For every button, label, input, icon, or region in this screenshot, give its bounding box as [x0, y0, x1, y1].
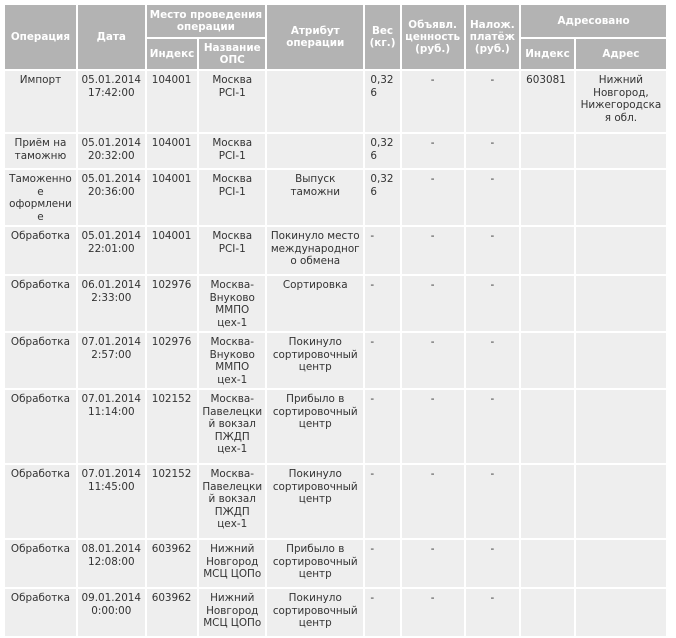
- cell-date: 05.01.2014 20:32:00: [78, 134, 145, 168]
- tracking-table: [3, 3, 668, 638]
- cell-value: -: [402, 589, 464, 636]
- cell-address: [576, 170, 666, 225]
- header-cod: Налож. платёж (руб.): [466, 5, 520, 69]
- table-row: [5, 170, 666, 225]
- cell-attribute: Прибыло в сортировочный центр: [267, 540, 363, 587]
- cell-index: 603962: [147, 540, 198, 587]
- cell-operation: Обработка: [5, 390, 76, 463]
- cell-cod: -: [466, 276, 520, 331]
- cell-date: 05.01.2014 22:01:00: [78, 227, 145, 274]
- cell-place: Москва PCI-1: [199, 134, 265, 168]
- table-row: [5, 134, 666, 168]
- cell-index: 603962: [147, 589, 198, 636]
- cell-addr-index: [521, 589, 574, 636]
- header-place-name: Название ОПС: [199, 39, 265, 69]
- cell-addr-index: 603081: [521, 71, 574, 132]
- table-row: [5, 71, 666, 132]
- cell-operation: Обработка: [5, 589, 76, 636]
- table-row: [5, 227, 666, 274]
- cell-operation: Таможенное оформление: [5, 170, 76, 225]
- cell-attribute: Прибыло в сортировочный центр: [267, 390, 363, 463]
- header-date: Дата: [78, 5, 145, 69]
- cell-cod: -: [466, 390, 520, 463]
- cell-index: 104001: [147, 134, 198, 168]
- cell-cod: -: [466, 589, 520, 636]
- header-attribute: Атрибут операции: [267, 5, 363, 69]
- cell-address: [576, 589, 666, 636]
- cell-addr-index: [521, 170, 574, 225]
- cell-place: Москва PCI-1: [199, 227, 265, 274]
- table-row: [5, 333, 666, 388]
- cell-date: 08.01.2014 12:08:00: [78, 540, 145, 587]
- cell-address: [576, 390, 666, 463]
- cell-index: 104001: [147, 227, 198, 274]
- cell-addr-index: [521, 540, 574, 587]
- cell-weight: -: [365, 465, 399, 538]
- header-addressed: Адресовано: [521, 5, 666, 37]
- cell-weight: -: [365, 589, 399, 636]
- cell-value: -: [402, 390, 464, 463]
- cell-attribute: Выпуск таможни: [267, 170, 363, 225]
- cell-attribute: Покинуло сортировочный центр: [267, 589, 363, 636]
- table-row: [5, 589, 666, 636]
- cell-attribute: [267, 134, 363, 168]
- cell-place: Москва-Внуково ММПО цех-1: [199, 333, 265, 388]
- cell-attribute: Покинуло сортировочный центр: [267, 465, 363, 538]
- cell-operation: Обработка: [5, 465, 76, 538]
- cell-attribute: Покинуло сортировочный центр: [267, 333, 363, 388]
- cell-cod: -: [466, 227, 520, 274]
- cell-index: 104001: [147, 170, 198, 225]
- cell-place: Москва-Павелецкий вокзал ПЖДП цех-1: [199, 390, 265, 463]
- header-addr-index: Индекс: [521, 39, 574, 69]
- cell-operation: Обработка: [5, 540, 76, 587]
- cell-address: [576, 465, 666, 538]
- cell-address: [576, 276, 666, 331]
- cell-operation: Обработка: [5, 227, 76, 274]
- cell-place: Нижний Новгород МСЦ ЦОПо: [199, 540, 265, 587]
- cell-cod: -: [466, 170, 520, 225]
- cell-address: Нижний Новгород, Нижегородская обл.: [576, 71, 666, 132]
- cell-weight: 0,326: [365, 71, 399, 132]
- cell-value: -: [402, 71, 464, 132]
- cell-value: -: [402, 276, 464, 331]
- cell-attribute: [267, 71, 363, 132]
- cell-date: 09.01.2014 0:00:00: [78, 589, 145, 636]
- header-declared-value: Объявл. ценность (руб.): [402, 5, 464, 69]
- cell-addr-index: [521, 134, 574, 168]
- cell-date: 07.01.2014 11:45:00: [78, 465, 145, 538]
- table-row: [5, 465, 666, 538]
- cell-value: -: [402, 134, 464, 168]
- cell-weight: 0,326: [365, 170, 399, 225]
- cell-attribute: Сортировка: [267, 276, 363, 331]
- cell-place: Нижний Новгород МСЦ ЦОПо: [199, 589, 265, 636]
- cell-date: 05.01.2014 17:42:00: [78, 71, 145, 132]
- cell-index: 104001: [147, 71, 198, 132]
- cell-value: -: [402, 170, 464, 225]
- table-row: [5, 276, 666, 331]
- cell-cod: -: [466, 465, 520, 538]
- cell-date: 07.01.2014 2:57:00: [78, 333, 145, 388]
- cell-address: [576, 134, 666, 168]
- cell-addr-index: [521, 227, 574, 274]
- cell-date: 07.01.2014 11:14:00: [78, 390, 145, 463]
- cell-operation: Импорт: [5, 71, 76, 132]
- cell-place: Москва PCI-1: [199, 71, 265, 132]
- cell-weight: -: [365, 276, 399, 331]
- cell-operation: Обработка: [5, 333, 76, 388]
- cell-address: [576, 333, 666, 388]
- cell-index: 102976: [147, 276, 198, 331]
- cell-attribute: Покинуло место международного обмена: [267, 227, 363, 274]
- header-operation: Операция: [5, 5, 76, 69]
- cell-addr-index: [521, 465, 574, 538]
- cell-index: 102152: [147, 390, 198, 463]
- cell-weight: -: [365, 333, 399, 388]
- cell-cod: -: [466, 540, 520, 587]
- cell-value: -: [402, 465, 464, 538]
- header-weight: Вес (кг.): [365, 5, 399, 69]
- cell-cod: -: [466, 134, 520, 168]
- cell-operation: Обработка: [5, 276, 76, 331]
- cell-date: 06.01.2014 2:33:00: [78, 276, 145, 331]
- cell-cod: -: [466, 333, 520, 388]
- cell-weight: -: [365, 390, 399, 463]
- cell-address: [576, 540, 666, 587]
- header-addr-address: Адрес: [576, 39, 666, 69]
- table-row: [5, 540, 666, 587]
- cell-weight: 0,326: [365, 134, 399, 168]
- cell-index: 102976: [147, 333, 198, 388]
- cell-weight: -: [365, 540, 399, 587]
- cell-address: [576, 227, 666, 274]
- header-place: Место проведения операции: [147, 5, 265, 37]
- cell-addr-index: [521, 333, 574, 388]
- cell-weight: -: [365, 227, 399, 274]
- cell-place: Москва PCI-1: [199, 170, 265, 225]
- cell-place: Москва-Внуково ММПО цех-1: [199, 276, 265, 331]
- cell-place: Москва-Павелецкий вокзал ПЖДП цех-1: [199, 465, 265, 538]
- cell-addr-index: [521, 390, 574, 463]
- cell-date: 05.01.2014 20:36:00: [78, 170, 145, 225]
- table-row: [5, 390, 666, 463]
- cell-index: 102152: [147, 465, 198, 538]
- cell-operation: Приём на таможню: [5, 134, 76, 168]
- cell-addr-index: [521, 276, 574, 331]
- cell-cod: -: [466, 71, 520, 132]
- header-place-index: Индекс: [147, 39, 198, 69]
- cell-value: -: [402, 227, 464, 274]
- cell-value: -: [402, 540, 464, 587]
- cell-value: -: [402, 333, 464, 388]
